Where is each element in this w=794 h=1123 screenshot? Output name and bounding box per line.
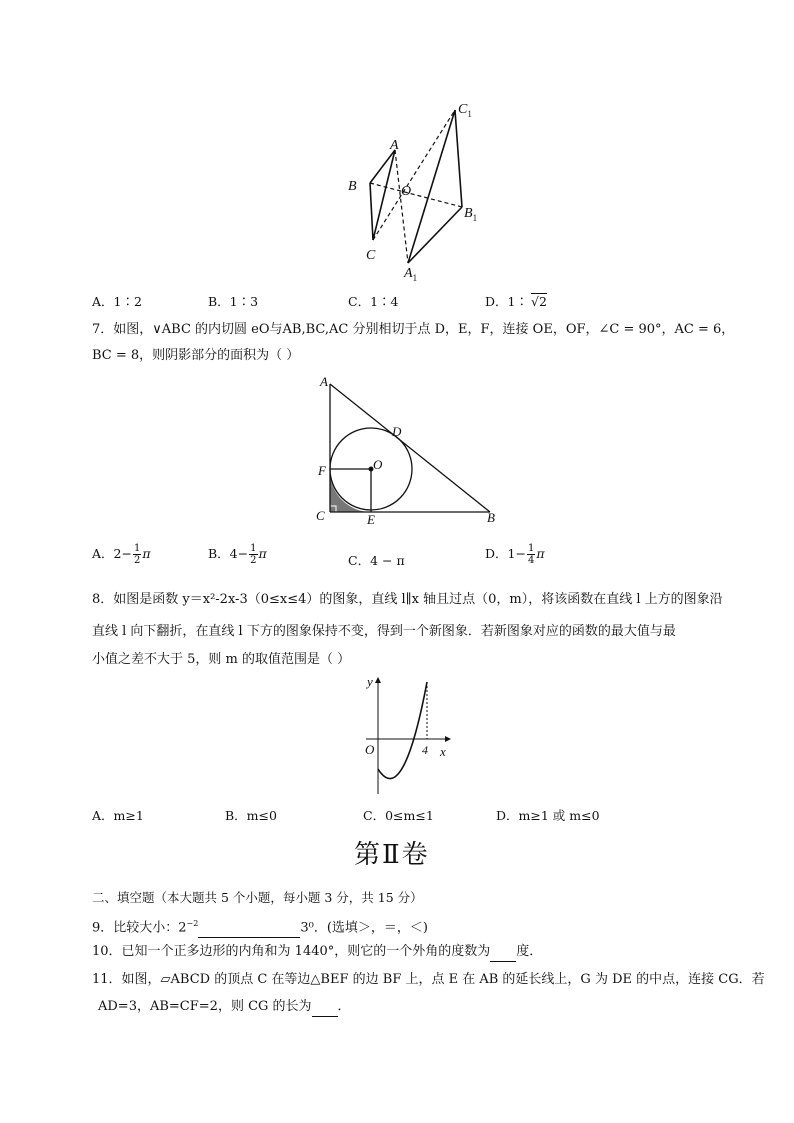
label-B: B (487, 510, 495, 525)
q6-option-a: A．1∶2 (92, 294, 142, 309)
part2-heading: 二、填空题（本大题共 5 个小题，每小题 3 分，共 15 分） (92, 890, 423, 905)
q7-option-c: C．4 − π (348, 553, 405, 568)
q11-text-line1: 11．如图，▱ABCD 的顶点 C 在等边△BEF 的边 BF 上，点 E 在 AB 的延长线上，G 为 DE 的中点，连接 CG．若 (92, 972, 765, 987)
q8-text-line3: 小值之差不大于 5，则 m 的取值范围是（ ） (92, 652, 351, 667)
q7-option-d: D．1− $\frac{1}{4}$ π (485, 543, 545, 566)
q8-text-line1: 8．如图是函数 y＝x²-2x-3（0≤x≤4）的图象，直线 l∥x 轴且过点（0，m），将该函数在直线 l 上方的图象沿 (92, 592, 723, 607)
label-E: E (367, 512, 375, 527)
section-title: 第Ⅱ卷 (354, 840, 430, 870)
q9-answer-blank[interactable] (198, 923, 300, 938)
q7-text-line1: 7．如图，∨ABC 的内切圆 eO与AB,BC,AC 分别相切于点 D，E，F，连接 OE，OF，∠C = 90°，AC = 6， (92, 322, 735, 337)
q10-answer-blank[interactable] (490, 947, 516, 962)
q8-option-d: D．m≥1 或 m≤0 (496, 808, 600, 823)
q8-text-line2: 直线 l 向下翻折，在直线 l 下方的图象保持不变，得到一个新图象．若新图象对应的函数的最大值与最 (92, 624, 676, 639)
q7-text-line2: BC = 8，则阴影部分的面积为（ ） (92, 348, 300, 363)
label-B: B (348, 179, 357, 194)
q6-option-d: D．1∶ √2 (485, 294, 547, 309)
label-four: 4 (422, 743, 428, 757)
label-A: A (320, 374, 328, 389)
label-C1: $C_1$ (458, 102, 472, 119)
q10-text: 10．已知一个正多边形的内角和为 1440°，则它的一个外角的度数为 度． (92, 942, 542, 962)
label-A1: $A_1$ (404, 266, 418, 283)
q11-answer-blank[interactable] (312, 1002, 338, 1017)
q6-figure (330, 95, 490, 285)
q7-option-b: B．4− $\frac{1}{2}$ π (208, 543, 267, 566)
label-O: O (401, 184, 412, 199)
label-C: C (366, 248, 376, 263)
label-origin: O (365, 742, 375, 757)
q6-option-c: C．1∶4 (348, 294, 399, 309)
label-O: O (373, 457, 383, 472)
label-x: x (440, 744, 446, 759)
q8-option-a: A．m≥1 (92, 808, 144, 823)
q8-option-c: C．0≤m≤1 (363, 808, 434, 823)
label-C: C (316, 508, 325, 523)
label-F: F (318, 463, 326, 478)
q8-graph (360, 672, 460, 796)
q7-figure (310, 372, 510, 528)
q11-text-line2: AD=3，AB=CF=2，则 CG 的长为 ． (98, 997, 351, 1017)
q6-option-b: B．1∶3 (208, 294, 259, 309)
q7-option-a: A．2− $\frac{1}{2}$ π (92, 543, 151, 566)
label-A: A (390, 138, 399, 153)
label-B1: $B_1$ (464, 206, 478, 223)
q9-text: 9．比较大小：$2^{-2}$ 3⁰．(选填＞，＝，＜) (92, 914, 428, 938)
q8-option-b: B．m≤0 (225, 808, 277, 823)
label-y: y (367, 674, 373, 689)
label-D: D (392, 424, 402, 439)
